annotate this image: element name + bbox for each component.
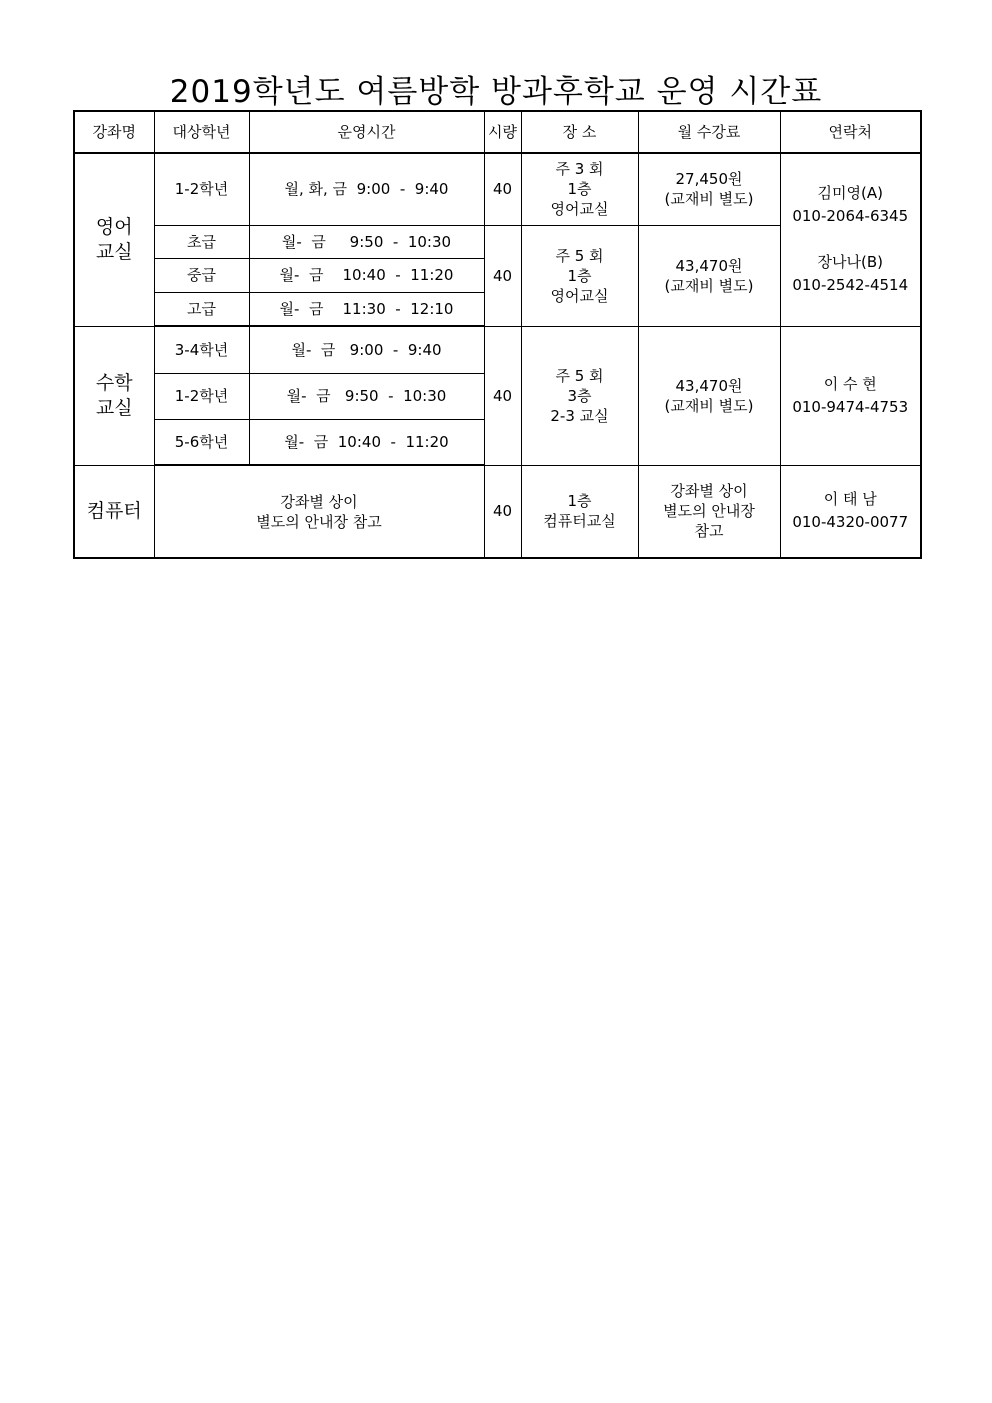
table-row (74, 326, 921, 373)
math-duration: 40 (484, 326, 521, 465)
math-target-3: 5-6학년 (154, 419, 249, 465)
computer-info: 강좌별 상이 별도의 안내장 참고 (154, 465, 484, 558)
computer-place: 1층 컴퓨터교실 (521, 465, 638, 558)
math-course: 수학 교실 (74, 326, 154, 465)
math-time-1: 월- 금 9:00 - 9:40 (249, 326, 484, 373)
computer-course: 컴퓨터 (74, 465, 154, 558)
english-target-4: 고급 (154, 292, 249, 326)
english-place-2: 주 5 회 1층 영어교실 (521, 225, 638, 326)
english-duration-2: 40 (484, 225, 521, 326)
header-time: 운영시간 (249, 111, 484, 153)
computer-contact: 이 태 남 010-4320-0077 (780, 465, 921, 558)
math-target-2: 1-2학년 (154, 373, 249, 419)
schedule-table (73, 110, 922, 559)
page-title: 2019학년도 여름방학 방과후학교 운영 시간표 (169, 74, 823, 110)
header-place: 장 소 (521, 111, 638, 153)
header-row (74, 111, 921, 153)
english-target-1: 1-2학년 (154, 153, 249, 225)
english-time-2: 월- 금 9:50 - 10:30 (249, 225, 484, 258)
computer-duration: 40 (484, 465, 521, 558)
header-contact: 연락처 (780, 111, 921, 153)
english-course: 영어 교실 (74, 153, 154, 326)
english-target-2: 초급 (154, 225, 249, 258)
english-target-3: 중급 (154, 258, 249, 292)
header-target: 대상학년 (154, 111, 249, 153)
computer-fee: 강좌별 상이 별도의 안내장 참고 (638, 465, 780, 558)
table-row (74, 465, 921, 558)
english-duration-1: 40 (484, 153, 521, 225)
math-target-1: 3-4학년 (154, 326, 249, 373)
header-fee: 월 수강료 (638, 111, 780, 153)
table-row (74, 153, 921, 225)
math-fee: 43,470원 (교재비 별도) (638, 326, 780, 465)
english-fee-2: 43,470원 (교재비 별도) (638, 225, 780, 326)
header-course: 강좌명 (74, 111, 154, 153)
english-time-1: 월, 화, 금 9:00 - 9:40 (249, 153, 484, 225)
english-place-1: 주 3 회 1층 영어교실 (521, 153, 638, 225)
math-time-3: 월- 금 10:40 - 11:20 (249, 419, 484, 465)
math-place: 주 5 회 3층 2-3 교실 (521, 326, 638, 465)
english-fee-1: 27,450원 (교재비 별도) (638, 153, 780, 225)
math-time-2: 월- 금 9:50 - 10:30 (249, 373, 484, 419)
english-contact: 김미영(A) 010-2064-6345 장나나(B) 010-2542-4514 (780, 153, 921, 326)
header-duration: 시량 (484, 111, 521, 153)
english-time-3: 월- 금 10:40 - 11:20 (249, 258, 484, 292)
english-time-4: 월- 금 11:30 - 12:10 (249, 292, 484, 326)
math-contact: 이 수 현 010-9474-4753 (780, 326, 921, 465)
